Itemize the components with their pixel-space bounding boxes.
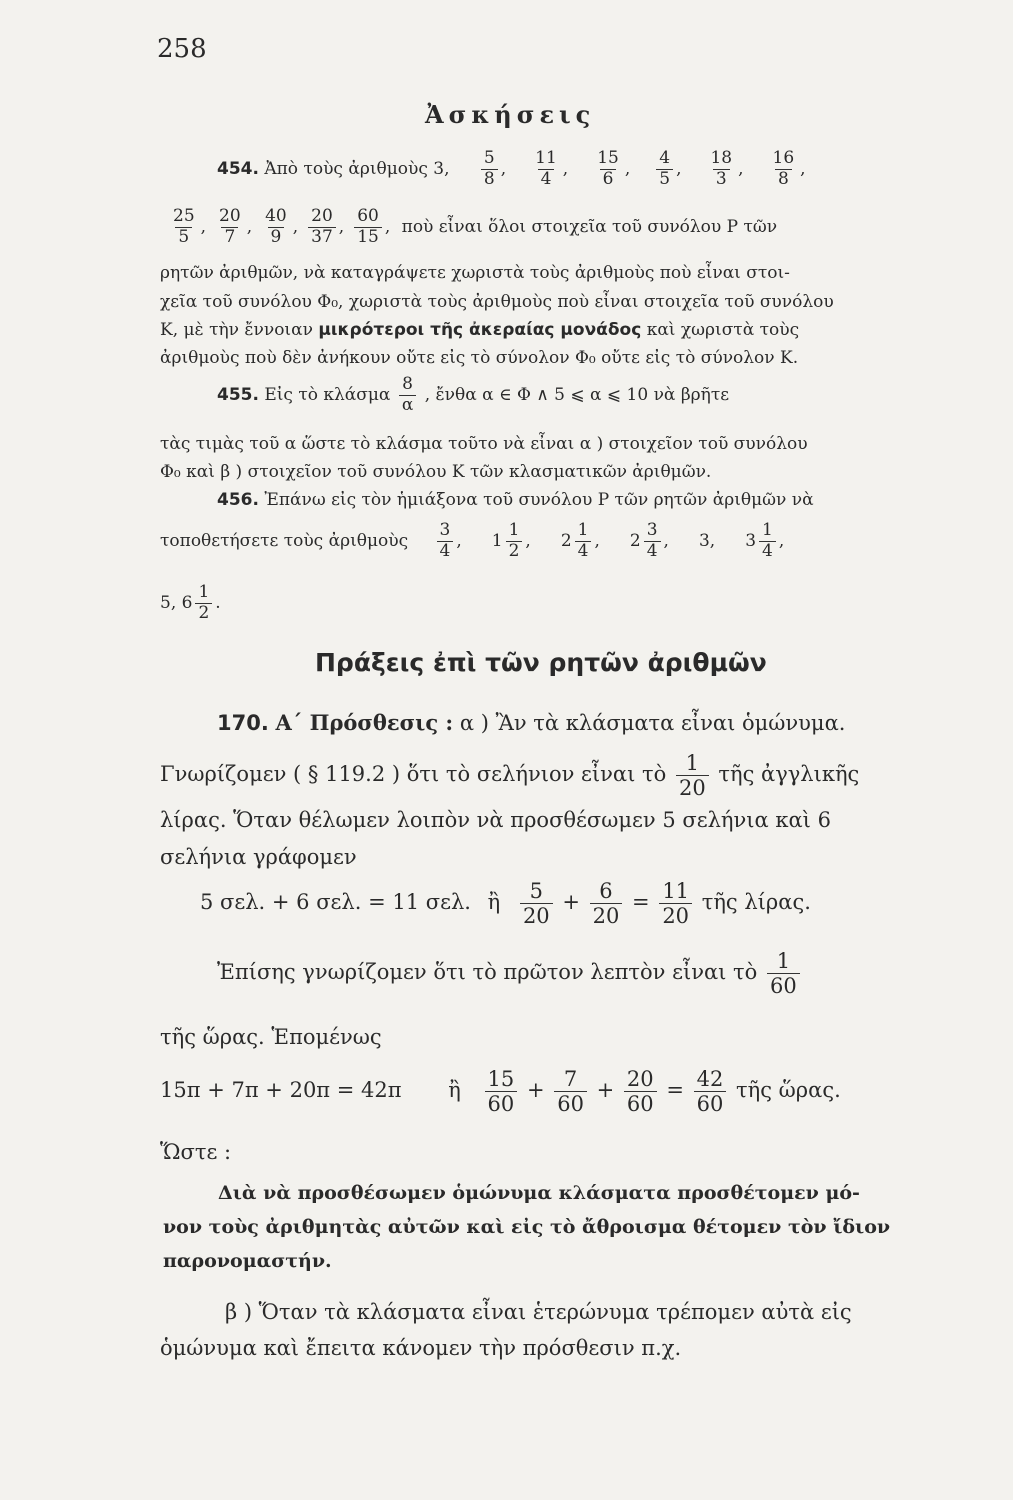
number: 5, [160, 592, 177, 613]
para-170-line5 [217, 950, 803, 997]
denominator: 2 [506, 541, 523, 561]
equation-tail: τῆς ὥρας. [736, 1078, 841, 1103]
numerator: 16 [772, 148, 795, 168]
fraction [170, 208, 198, 247]
numerator: 40 [265, 206, 287, 226]
numerator: 20 [219, 206, 241, 226]
para-b-line1: β ) Ὅταν τὰ κλάσματα εἶναι ἑτερώνυμα τρέπομεν αὐτὰ εἰς [225, 1300, 852, 1324]
exercise-456-line1 [217, 490, 814, 510]
exercise-456-line3: 5, 6 $\frac{1}{2}$ . [160, 582, 221, 623]
rule-line-2: νον τοὺς ἀριθμητὰς αὐτῶν καὶ εἰς τὸ ἄθροισμα θέτομεν τὸν ἴδιον [163, 1216, 891, 1238]
exercise-455-line2: τὰς τιμὰς τοῦ α ὥστε τὸ κλάσμα τοῦτο νὰ εἶναι α ) στοιχεῖον τοῦ συνόλου [160, 434, 808, 454]
denominator: 8 [481, 169, 498, 189]
exercise-454-line1 [217, 150, 806, 189]
numerator: 4 [659, 148, 671, 168]
rule-line-3: παρονομαστήν. [163, 1250, 332, 1272]
fraction [308, 208, 336, 247]
fraction [594, 150, 622, 189]
para-170-line6: τῆς ὥρας. Ἑπομένως [160, 1025, 382, 1049]
numerator: 15 [597, 148, 619, 168]
fraction [707, 150, 735, 189]
comma: , [338, 216, 345, 237]
equation-left: 15π + 7π + 20π = 42π [160, 1078, 402, 1103]
denominator: 4 [538, 169, 555, 189]
fraction [656, 150, 673, 189]
comma: , [624, 158, 631, 179]
bold-phrase: μικρότεροι τῆς ἀκεραίας μονάδος [318, 320, 642, 340]
hence-word: Ὥστε : [160, 1140, 232, 1164]
equation-1: 5 σελ. + 6 σελ. = 11 σελ. ἢ $\frac{5}{20}$ + $\frac{6}{20}$ = $\frac{11}{20}$ τῆς λίρας. [200, 879, 811, 929]
mixed-number: 2 $\frac{1}{4}$ , [560, 520, 600, 561]
section-title: Πράξεις ἐπὶ τῶν ρητῶν ἀριθμῶν [315, 648, 767, 677]
fraction [759, 522, 776, 561]
number: 6 [181, 592, 193, 613]
rule-line-1: Διὰ νὰ προσθέσωμεν ὁμώνυμα κλάσματα προσθέτομεν μό- [218, 1182, 860, 1204]
fraction: $\frac{11}{20}$ [659, 880, 692, 927]
exercise-text: ποὺ εἶναι ὅλοι στοιχεῖα τοῦ συνόλου Ρ τῶν [401, 216, 778, 237]
mixed-number: 2 $\frac{3}{4}$ , [629, 520, 669, 561]
fraction [262, 208, 290, 247]
mixed-number: 3, [698, 530, 716, 551]
exercise-number: 455. [217, 384, 259, 405]
exercise-454-line3: ρητῶν ἀριθμῶν, νὰ καταγράψετε χωριστὰ τοὺς ἀριθμοὺς ποὺ εἶναι στοι- [160, 263, 790, 283]
exercise-number: 456. [217, 490, 259, 510]
numerator: 1 [762, 520, 773, 540]
denominator: 37 [308, 227, 336, 247]
exercise-454-line2 [160, 208, 777, 247]
paragraph-text: Ἐπίσης γνωρίζομεν ὅτι τὸ πρῶτον λεπτὸν εἶναι τὸ [217, 960, 758, 985]
exercise-text: Εἰς τὸ κλάσμα [264, 384, 391, 405]
fraction: $\frac{5}{20}$ [520, 880, 553, 927]
denominator: 3 [713, 169, 730, 189]
or-word: ἢ [448, 1078, 461, 1103]
fraction: $\frac{7}{60}$ [554, 1068, 587, 1115]
comma: , [292, 216, 299, 237]
mixed-number: 3 $\frac{1}{4}$ , [745, 520, 785, 561]
comma: , [738, 158, 744, 179]
fraction [354, 208, 382, 247]
number-list [414, 520, 785, 561]
comma: , [246, 216, 253, 237]
numerator: 20 [311, 206, 333, 226]
section-number: 170. [217, 711, 269, 735]
numerator: 18 [710, 148, 733, 168]
exercise-text: καὶ χωριστὰ τοὺς [646, 320, 800, 340]
section-label: Α΄ Πρόσθεσις : [275, 710, 454, 735]
denominator: 4 [437, 541, 454, 561]
fraction: $\frac{42}{60}$ [694, 1068, 727, 1115]
numerator: 25 [173, 206, 195, 226]
exercise-454-line6: ἀριθμοὺς ποὺ δὲν ἀνήκουν οὔτε εἰς τὸ σύνολον Φ₀ οὔτε εἰς τὸ σύνολον Κ. [160, 348, 799, 368]
fraction [770, 150, 798, 189]
comma: , [384, 216, 391, 237]
comma: , [800, 158, 806, 179]
denominator: 6 [600, 169, 617, 189]
fraction [644, 522, 661, 561]
para-b-line2: ὁμώνυμα καὶ ἔπειτα κάνομεν τὴν πρόσθεσιν π.χ. [160, 1336, 682, 1360]
numerator: 60 [357, 206, 379, 226]
paragraph-text: τῆς ἀγγλικῆς [718, 762, 860, 787]
denominator: 5 [175, 227, 192, 247]
numerator: 3 [646, 520, 658, 540]
fraction [575, 522, 592, 561]
page-number: 258 [157, 34, 207, 64]
numerator: 1 [577, 520, 589, 540]
denominator: 5 [656, 169, 673, 189]
exercise-455-line1 [217, 376, 729, 415]
exercise-text: Ἀπὸ τοὺς ἀριθμοὺς [264, 158, 428, 179]
exercise-454-line5 [160, 320, 799, 340]
exercise-text: τοποθετήσετε τοὺς ἀριθμοὺς [160, 530, 409, 551]
numerator: 3 [439, 520, 451, 540]
para-170-line3: λίρας. Ὅταν θέλωμεν λοιπὸν νὰ προσθέσωμεν 5 σελήνια καὶ 6 [160, 808, 831, 832]
fraction [532, 150, 560, 189]
denominator: 4 [759, 541, 776, 561]
exercise-text: Ἐπάνω εἰς τὸν ἡμιάξονα τοῦ συνόλου Ρ τῶν ρητῶν ἀριθμῶν νὰ [264, 490, 814, 510]
comma: , [562, 158, 569, 179]
exercise-455-line3: Φ₀ καὶ β ) στοιχεῖον τοῦ συνόλου Κ τῶν κλασματικῶν ἀριθμῶν. [160, 462, 712, 482]
fraction: $\frac{1}{2}$ [195, 584, 212, 623]
para-170-line1 [217, 710, 845, 735]
denominator: 8 [775, 169, 792, 189]
exercise-text: Κ, μὲ τὴν ἔννοιαν [160, 320, 313, 340]
exercise-454-line4: χεῖα τοῦ συνόλου Φ₀, χωριστὰ τοὺς ἀριθμοὺς ποὺ εἶναι στοιχεῖα τοῦ συνόλου [160, 292, 834, 312]
fraction [437, 522, 454, 561]
fraction: $\frac{6}{20}$ [590, 880, 623, 927]
denominator: 4 [575, 541, 592, 561]
paragraph-text: α ) Ἂν τὰ κλάσματα εἶναι ὁμώνυμα. [459, 711, 846, 735]
fraction: $\frac{15}{60}$ [485, 1068, 518, 1115]
number: 3, [433, 158, 450, 179]
comma: , [676, 158, 682, 179]
fraction [506, 522, 523, 561]
fraction: $\frac{20}{60}$ [624, 1068, 657, 1115]
exercise-456-line2 [160, 522, 784, 561]
comma: , [200, 216, 207, 237]
equation-2: 15π + 7π + 20π = 42π ἢ $\frac{15}{60}$ + $\frac{7}{60}$ + $\frac{20}{60}$ = $\frac{42}{60}$ τῆς ὥρας. [160, 1067, 841, 1117]
exercise-text: , ἔνθα α ∈ Φ ∧ 5 ⩽ α ⩽ 10 νὰ βρῆτε [424, 384, 730, 405]
denominator: 15 [354, 227, 382, 247]
or-word: ἢ [487, 890, 501, 915]
mixed-number: $\frac{3}{4}$ , [434, 531, 462, 551]
para-170-line2 [160, 752, 859, 799]
equation-tail: τῆς λίρας. [701, 890, 811, 915]
fraction-list [455, 148, 806, 189]
fraction: $\frac{1}{60}$ [767, 950, 800, 997]
para-170-line4: σελήνια γράφομεν [160, 845, 357, 869]
exercises-heading: Ἀσκήσεις [425, 100, 596, 129]
fraction [216, 208, 244, 247]
equation-left: 5 σελ. + 6 σελ. = 11 σελ. [200, 890, 471, 915]
fraction: $\frac{8}{\alpha}$ [399, 376, 416, 415]
fraction-list [160, 206, 391, 247]
comma: , [500, 158, 507, 179]
paragraph-text: Γνωρίζομεν ( § 119.2 ) ὅτι τὸ σελήνιον εἶναι τὸ [160, 762, 667, 787]
denominator: 7 [221, 227, 238, 247]
mixed-number: 1 $\frac{1}{2}$ , [491, 520, 531, 561]
denominator: 4 [644, 541, 661, 561]
fraction: $\frac{1}{20}$ [676, 752, 709, 799]
numerator: 1 [508, 520, 520, 540]
fraction [481, 150, 498, 189]
denominator: 9 [268, 227, 285, 247]
numerator: 11 [535, 148, 557, 168]
numerator: 5 [483, 148, 495, 168]
exercise-number: 454. [217, 158, 259, 179]
